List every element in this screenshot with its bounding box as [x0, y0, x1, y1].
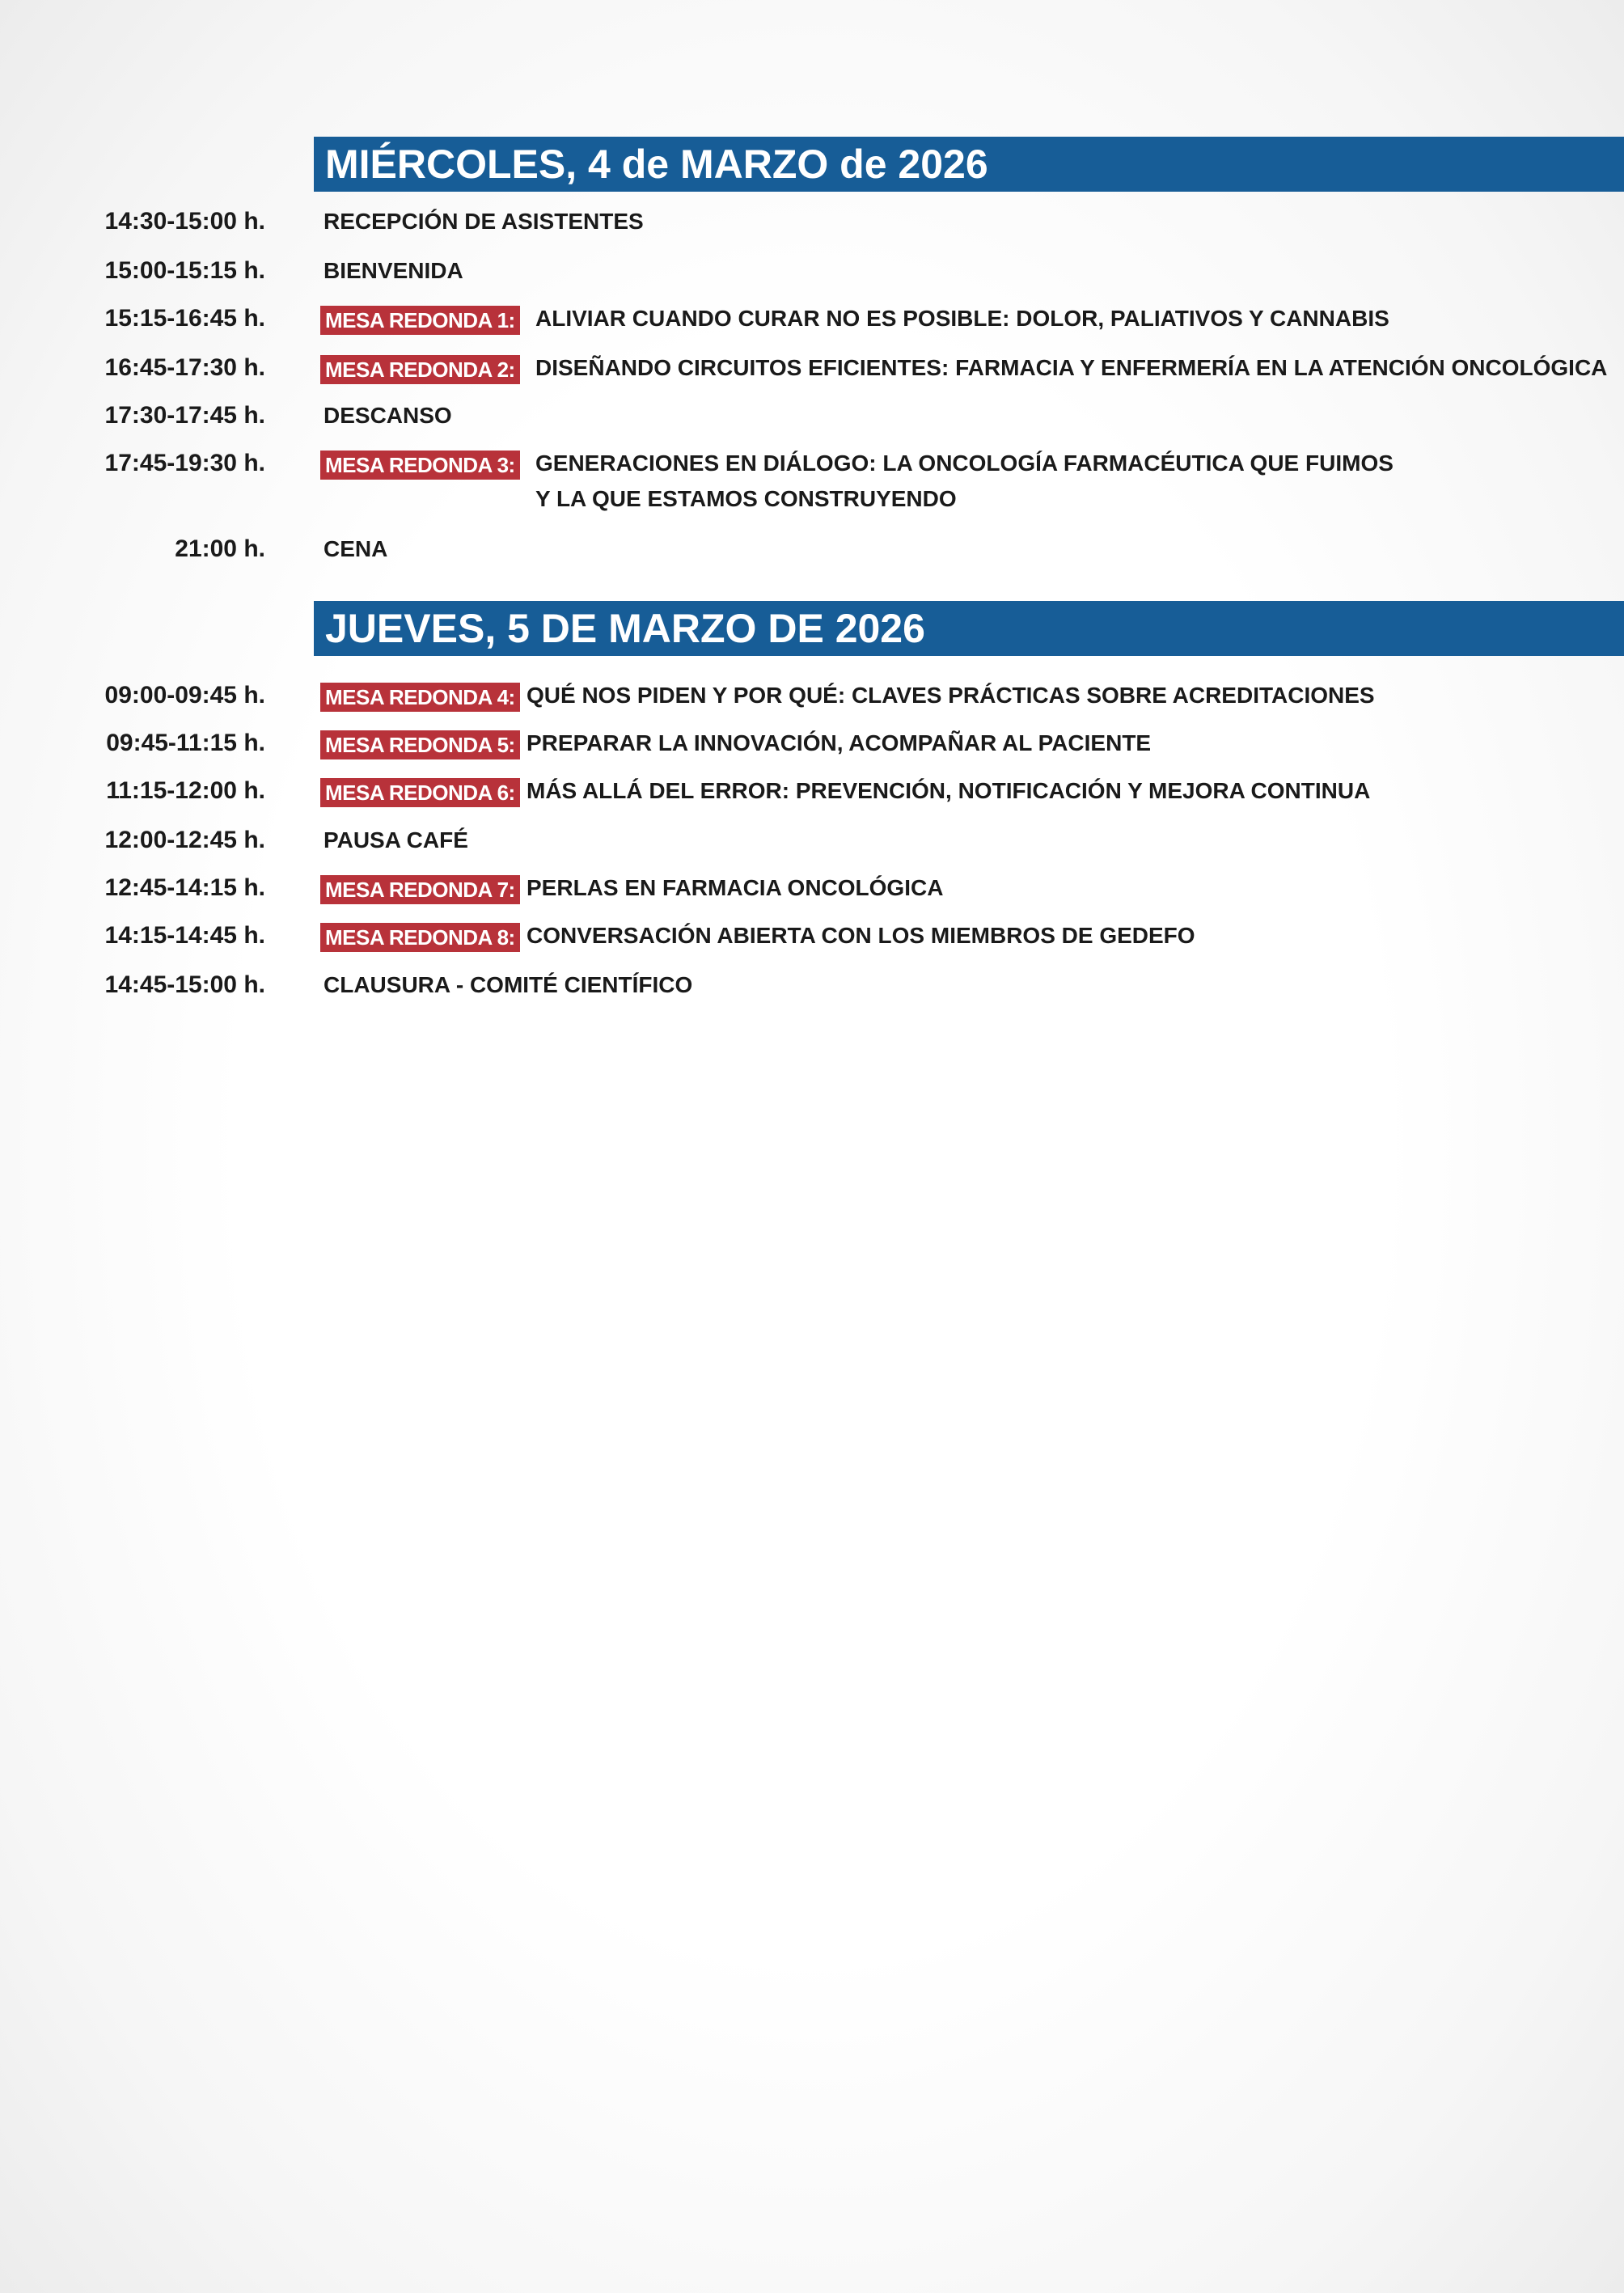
- session-title-line-1: GENERACIONES EN DIÁLOGO: LA ONCOLOGÍA FARMACÉUTICA QUE FUIMOS: [535, 451, 1394, 476]
- time-slot: 15:00-15:15 h.: [104, 257, 265, 284]
- session-title: PERLAS EN FARMACIA ONCOLÓGICA: [527, 875, 944, 900]
- day-title: JUEVES, 5 DE MARZO DE 2026: [314, 601, 1624, 656]
- session-title: RECEPCIÓN DE ASISTENTES: [324, 209, 644, 234]
- round-table-badge: MESA REDONDA 5:: [320, 730, 520, 759]
- session-title: PAUSA CAFÉ: [324, 827, 468, 852]
- session-title: QUÉ NOS PIDEN Y POR QUÉ: CLAVES PRÁCTICAS SOBRE ACREDITACIONES: [527, 683, 1375, 708]
- round-table-badge: MESA REDONDA 2:: [320, 355, 520, 384]
- session-title-line-2: Y LA QUE ESTAMOS CONSTRUYENDO: [535, 486, 957, 511]
- time-slot: 11:15-12:00 h.: [106, 777, 265, 804]
- time-slot: 15:15-16:45 h.: [104, 305, 265, 332]
- session-title: [535, 446, 1394, 517]
- session-title: CENA: [324, 536, 388, 561]
- round-table-badge: MESA REDONDA 3:: [320, 451, 520, 480]
- session-title: PREPARAR LA INNOVACIÓN, ACOMPAÑAR AL PACIENTE: [527, 730, 1152, 755]
- round-table-badge: MESA REDONDA 8:: [320, 923, 520, 952]
- session-title: DESCANSO: [324, 403, 452, 428]
- time-slot: 21:00 h.: [175, 535, 265, 562]
- round-table-badge: MESA REDONDA 4:: [320, 683, 520, 712]
- round-table-badge: MESA REDONDA 7:: [320, 875, 520, 904]
- session-title: MÁS ALLÁ DEL ERROR: PREVENCIÓN, NOTIFICACIÓN Y MEJORA CONTINUA: [527, 778, 1371, 803]
- session-title: DISEÑANDO CIRCUITOS EFICIENTES: FARMACIA Y ENFERMERÍA EN LA ATENCIÓN ONCOLÓGICA: [535, 355, 1608, 380]
- time-slot: 12:45-14:15 h.: [104, 874, 265, 901]
- time-slot: 16:45-17:30 h.: [104, 354, 265, 381]
- round-table-badge: MESA REDONDA 1:: [320, 306, 520, 335]
- session-title: CONVERSACIÓN ABIERTA CON LOS MIEMBROS DE GEDEFO: [527, 923, 1195, 948]
- time-slot: 14:15-14:45 h.: [104, 922, 265, 949]
- round-table-badge: MESA REDONDA 6:: [320, 778, 520, 807]
- time-slot: 14:30-15:00 h.: [104, 208, 265, 235]
- session-title: BIENVENIDA: [324, 258, 463, 283]
- day-title: MIÉRCOLES, 4 de MARZO de 2026: [314, 137, 1624, 192]
- time-slot: 14:45-15:00 h.: [104, 971, 265, 998]
- time-slot: 17:45-19:30 h.: [104, 450, 265, 476]
- time-slot: 09:45-11:15 h.: [106, 730, 265, 756]
- time-slot: 09:00-09:45 h.: [104, 682, 265, 709]
- time-slot: 17:30-17:45 h.: [104, 402, 265, 429]
- session-title: ALIVIAR CUANDO CURAR NO ES POSIBLE: DOLOR, PALIATIVOS Y CANNABIS: [535, 306, 1389, 331]
- session-title: CLAUSURA - COMITÉ CIENTÍFICO: [324, 972, 693, 997]
- time-slot: 12:00-12:45 h.: [104, 827, 265, 853]
